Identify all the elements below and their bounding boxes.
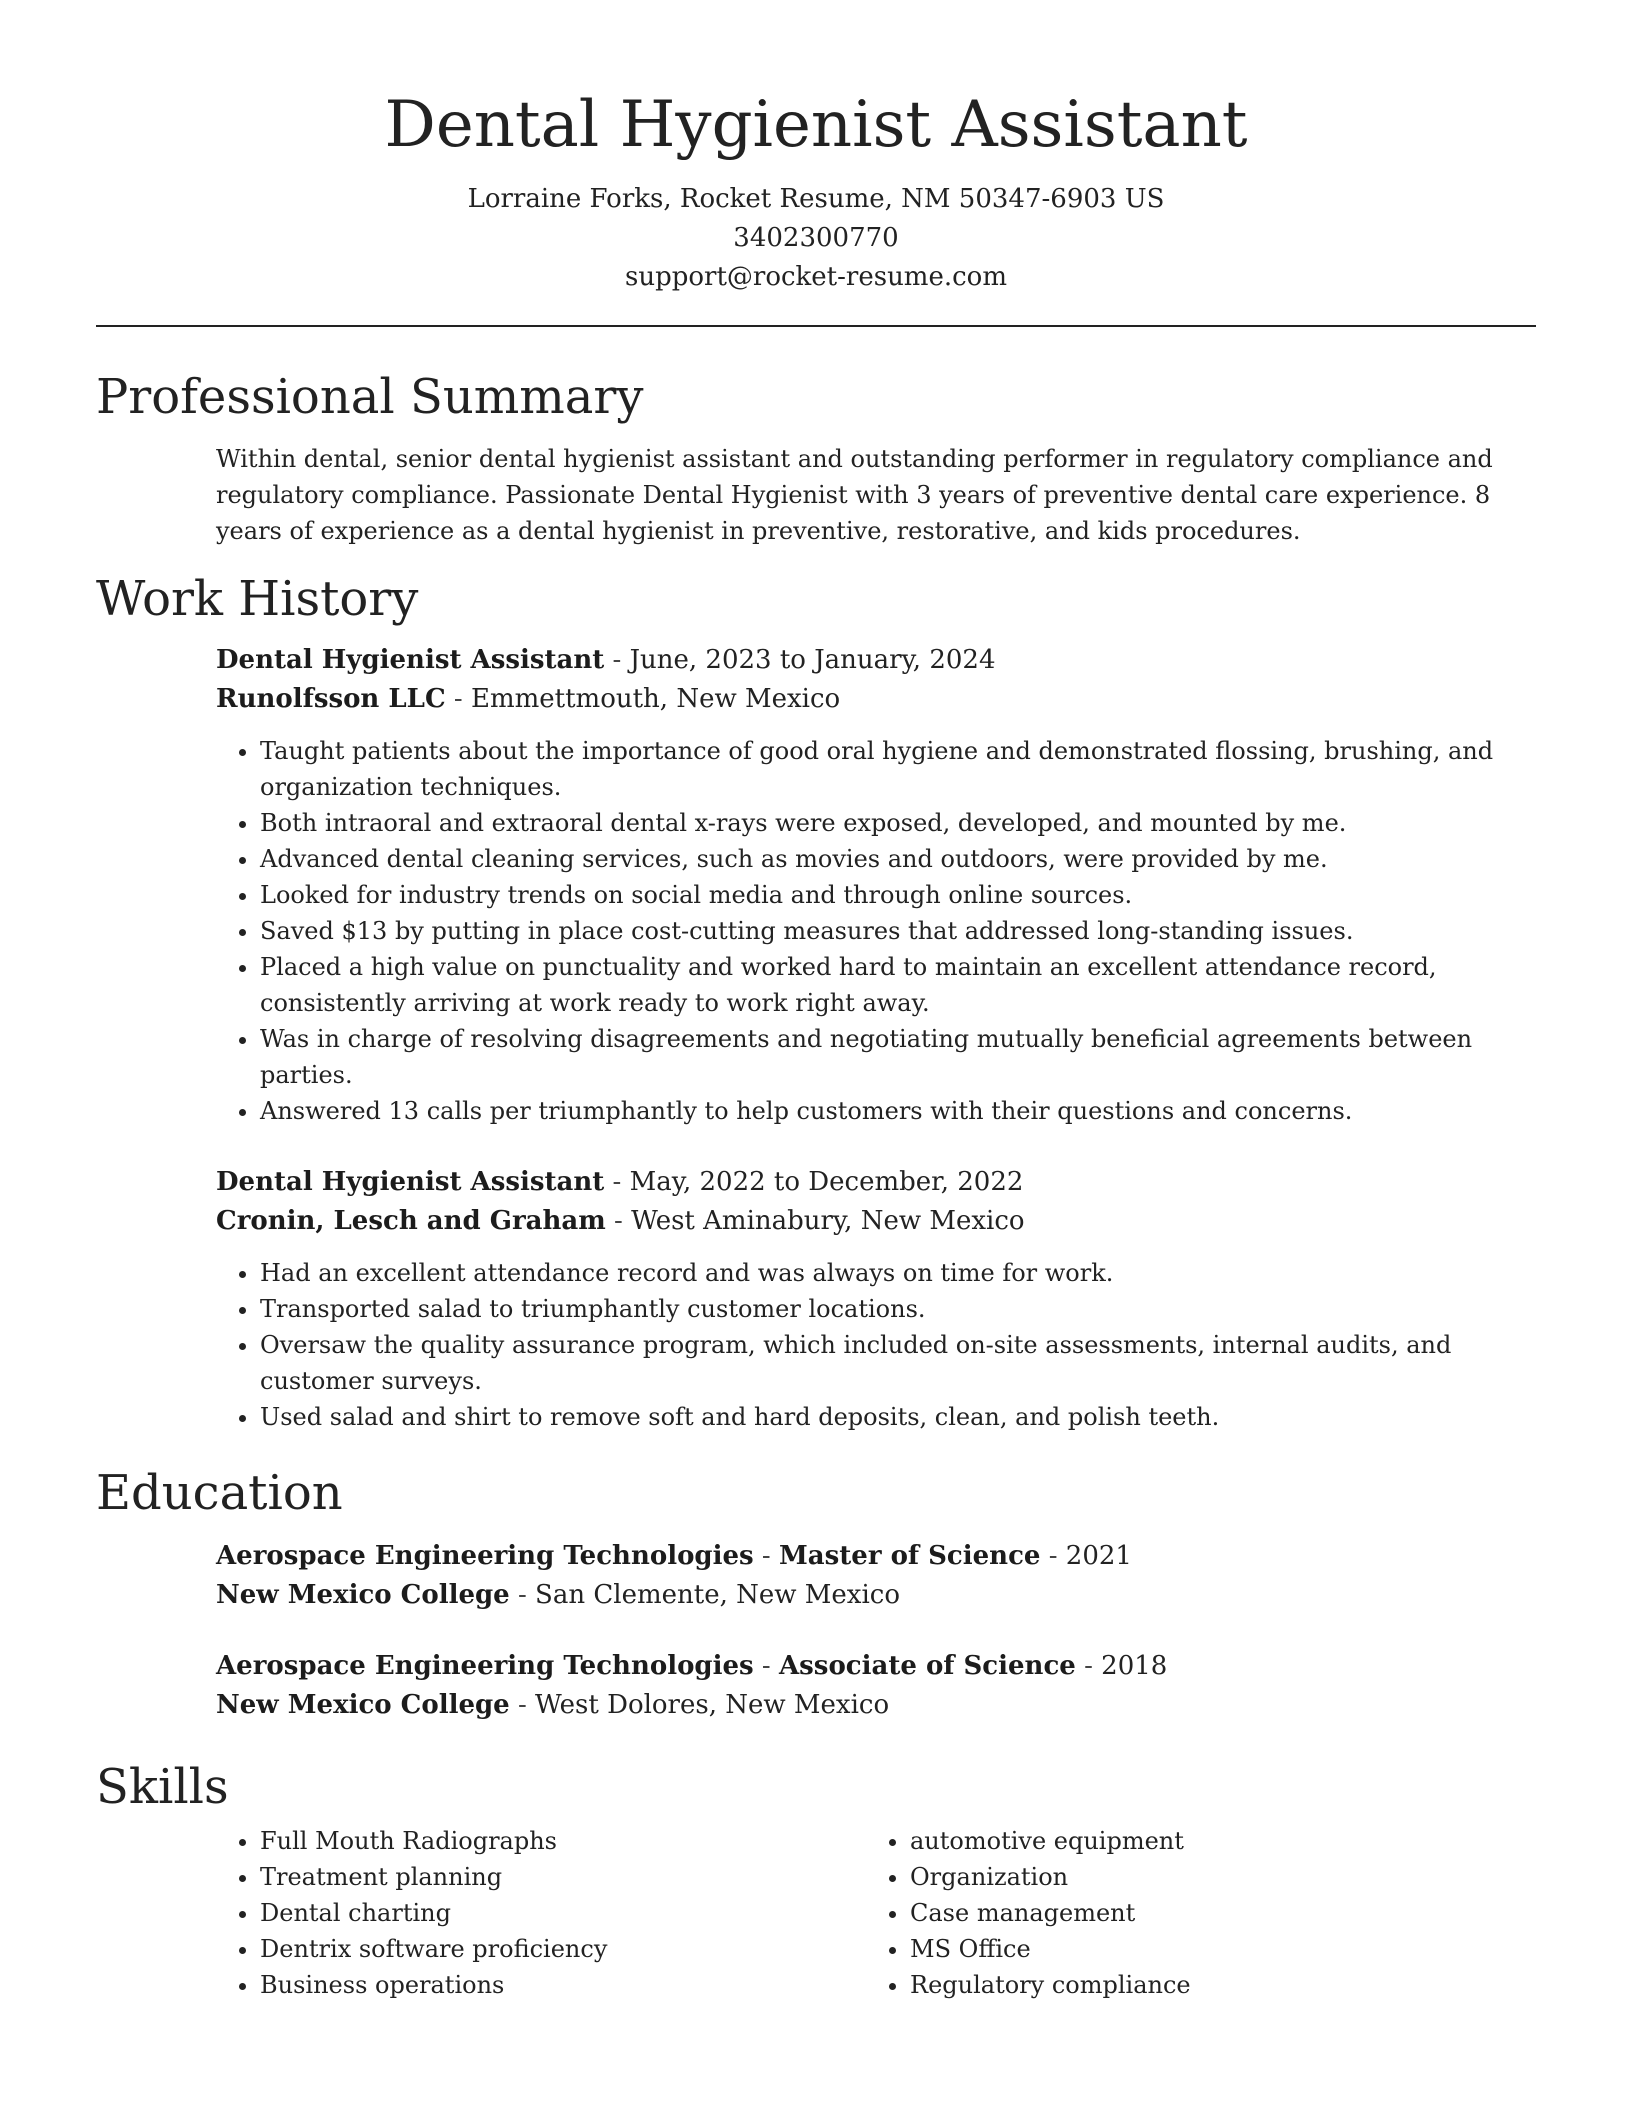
summary-text: Within dental, senior dental hygienist assistant and outstanding performer in regulatory compliance and regulatory compliance. Passionate Dental Hygienist with 3 years of preventive dental care experience. 8 years of experience as a dental hygienist in preventive, restorative, and kids procedures. (216, 445, 1493, 545)
skill-item: • Full Mouth Radiographs (260, 1823, 866, 1859)
separator: - (445, 684, 471, 714)
job-title-line (216, 641, 1536, 680)
contact-email: support@rocket-resume.com (624, 262, 1007, 292)
job-title: Dental Hygienist Assistant (216, 1167, 605, 1197)
job-location: Emmettmouth, New Mexico (470, 684, 841, 714)
separator: - (604, 645, 630, 675)
education-location: West Dolores, New Mexico (535, 1690, 890, 1720)
education-list (216, 1537, 1536, 1725)
separator: - (1075, 1651, 1102, 1681)
job-location: West Aminabury, New Mexico (631, 1206, 1025, 1236)
education-school-line (216, 1686, 1536, 1725)
job-bullets (216, 1255, 1536, 1435)
education-title: Education (96, 1465, 343, 1521)
skills-columns (216, 1817, 1536, 2003)
education-section (96, 1463, 1536, 1725)
education-school-line (216, 1576, 1536, 1615)
education-year: 2021 (1065, 1541, 1132, 1571)
separator: - (1040, 1541, 1066, 1571)
skill-item: • Organization (910, 1859, 1516, 1895)
education-entry (216, 1537, 1536, 1615)
job-list (216, 641, 1536, 1435)
summary-section (96, 367, 1536, 549)
job-title-line (216, 1163, 1536, 1202)
education-year: 2018 (1101, 1651, 1168, 1681)
contact-block (96, 180, 1536, 297)
job-bullet: • Saved $13 by putting in place cost-cutting measures that addressed long-standing issues. (260, 913, 1536, 949)
job-bullets (216, 733, 1536, 1129)
education-degree-line (216, 1647, 1536, 1686)
education-location: San Clemente, New Mexico (535, 1580, 900, 1610)
job-bullet: • Both intraoral and extraoral dental x-rays were exposed, developed, and mounted by me. (260, 805, 1536, 841)
job-bullet: • Taught patients about the importance of good oral hygiene and demonstrated flossing, brushing, and organization techniques. (260, 733, 1536, 805)
separator: - (604, 1167, 630, 1197)
summary-title: Professional Summary (96, 369, 644, 425)
job-entry (216, 1163, 1536, 1435)
education-degree-line (216, 1537, 1536, 1576)
skills-right-column (866, 1823, 1516, 2003)
education-field: Aerospace Engineering Technologies (216, 1651, 754, 1681)
education-school: New Mexico College (216, 1580, 510, 1610)
skill-item: • Dental charting (260, 1895, 866, 1931)
job-company: Runolfsson LLC (216, 684, 446, 714)
separator: - (509, 1580, 536, 1610)
education-field: Aerospace Engineering Technologies (216, 1541, 754, 1571)
job-dates: June, 2023 to January, 2024 (629, 645, 996, 675)
job-bullet: • Placed a high value on punctuality and worked hard to maintain an excellent attendance record, consistently arriving at work ready to work right away. (260, 949, 1536, 1021)
job-bullet: • Had an excellent attendance record and was always on time for work. (260, 1255, 1536, 1291)
header-divider (96, 325, 1536, 327)
skill-item: • Dentrix software proficiency (260, 1931, 866, 1967)
summary-body (216, 441, 1536, 549)
resume-header (96, 0, 1536, 327)
separator: - (753, 1541, 779, 1571)
resume-page (96, 0, 1536, 2003)
skill-item: • automotive equipment (910, 1823, 1516, 1859)
contact-address: Lorraine Forks, Rocket Resume, NM 50347-6903 US (467, 184, 1165, 214)
job-company: Cronin, Lesch and Graham (216, 1206, 606, 1236)
skills-title: Skills (96, 1759, 229, 1815)
skill-item: • Case management (910, 1895, 1516, 1931)
job-bullet: • Oversaw the quality assurance program, which included on-site assessments, internal audits, and customer surveys. (260, 1327, 1536, 1399)
separator: - (605, 1206, 632, 1236)
education-entry (216, 1647, 1536, 1725)
separator: - (509, 1690, 536, 1720)
skills-section (96, 1757, 1536, 2003)
skills-body (216, 1817, 1536, 2003)
skill-item: • Business operations (260, 1967, 866, 2003)
skills-left-column (216, 1823, 866, 2003)
job-bullet: • Was in charge of resolving disagreements and negotiating mutually beneficial agreements between parties. (260, 1021, 1536, 1093)
separator: - (753, 1651, 779, 1681)
candidate-name: Dental Hygienist Assistant (384, 88, 1248, 162)
skill-item: • Regulatory compliance (910, 1967, 1516, 2003)
contact-phone: 3402300770 (733, 223, 899, 253)
job-bullet: • Transported salad to triumphantly customer locations. (260, 1291, 1536, 1327)
job-title: Dental Hygienist Assistant (216, 645, 605, 675)
work-history-section (96, 569, 1536, 1435)
education-school: New Mexico College (216, 1690, 510, 1720)
skill-item: • Treatment planning (260, 1859, 866, 1895)
work-history-title: Work History (96, 571, 419, 627)
job-bullet: • Answered 13 calls per triumphantly to help customers with their questions and concerns. (260, 1093, 1536, 1129)
job-bullet: • Looked for industry trends on social media and through online sources. (260, 877, 1536, 913)
education-degree: Associate of Science (779, 1651, 1076, 1681)
job-company-line (216, 1202, 1536, 1241)
job-dates: May, 2022 to December, 2022 (629, 1167, 1024, 1197)
job-bullet: • Used salad and shirt to remove soft and hard deposits, clean, and polish teeth. (260, 1399, 1536, 1435)
job-entry (216, 641, 1536, 1129)
education-degree: Master of Science (779, 1541, 1041, 1571)
skill-item: • MS Office (910, 1931, 1516, 1967)
job-company-line (216, 680, 1536, 719)
job-bullet: • Advanced dental cleaning services, such as movies and outdoors, were provided by me. (260, 841, 1536, 877)
